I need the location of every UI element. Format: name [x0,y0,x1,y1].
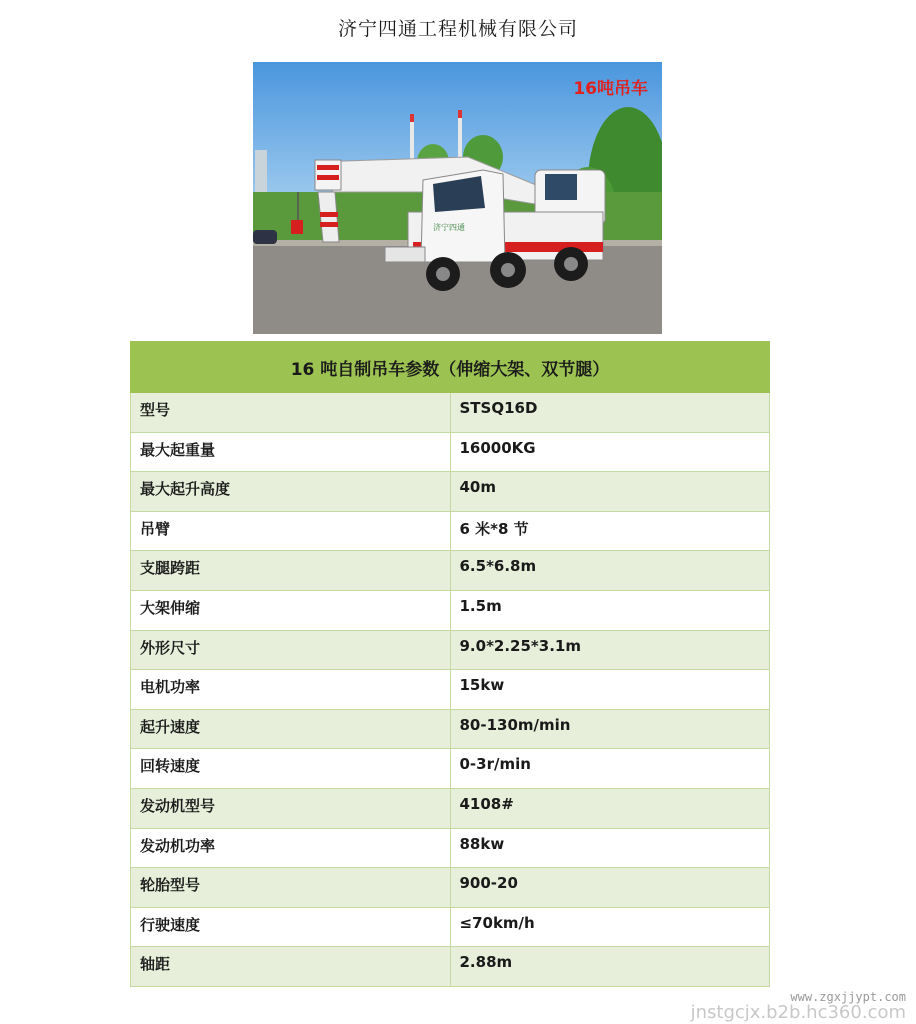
spec-value: 2.88m [450,947,770,987]
spec-label: 行驶速度 [131,907,451,947]
hook [291,220,303,234]
table-row [131,472,770,512]
table-row [131,709,770,749]
spec-label: 回转速度 [131,749,451,789]
car [253,230,277,244]
spec-value: 40m [450,472,770,512]
table-row [131,828,770,868]
spec-label: 发动机型号 [131,788,451,828]
table-row [131,432,770,472]
hook-stripe [320,212,338,217]
spec-value: 88kw [450,828,770,868]
spec-label: 最大起升高度 [131,472,451,512]
spec-value: 6.5*6.8m [450,551,770,591]
table-row [131,947,770,987]
table-row [131,868,770,908]
spec-label: 大架伸缩 [131,590,451,630]
watermark [690,990,906,1023]
hook-stripe [320,222,338,227]
spec-value: 80-130m/min [450,709,770,749]
wheel-hub [436,267,450,281]
spec-label: 型号 [131,393,451,433]
cab-window [545,174,577,200]
chimney-stripe [410,114,414,122]
table-row [131,907,770,947]
watermark-line1: www.zgxjjypt.com [790,990,906,1004]
door-text: 济宁四通 [433,223,465,232]
boom-stripe [317,175,339,180]
table-row [131,393,770,433]
spec-value: 16000KG [450,432,770,472]
chimney-stripe [458,110,462,118]
spec-value: 4108# [450,788,770,828]
spec-table [130,341,770,987]
table-title: 16 吨自制吊车参数（伸缩大架、双节腿） [131,342,770,393]
table-row [131,630,770,670]
spec-label: 电机功率 [131,670,451,710]
spec-label: 轴距 [131,947,451,987]
spec-value: 6 米*8 节 [450,511,770,551]
table-row [131,749,770,789]
photo-label: 16吨吊车 [573,79,648,99]
spec-label: 轮胎型号 [131,868,451,908]
crane-photo [253,62,662,334]
watermark-line2: jnstgcjx.b2b.hc360.com [690,1002,906,1023]
table-row [131,788,770,828]
spec-label: 吊臂 [131,511,451,551]
spec-value: STSQ16D [450,393,770,433]
wheel-hub [501,263,515,277]
table-row [131,590,770,630]
spec-label: 起升速度 [131,709,451,749]
front-bumper [385,247,425,262]
spec-value: 9.0*2.25*3.1m [450,630,770,670]
spec-label: 支腿跨距 [131,551,451,591]
spec-label: 发动机功率 [131,828,451,868]
spec-label: 外形尺寸 [131,630,451,670]
spec-value: 1.5m [450,590,770,630]
spec-value: 0-3r/min [450,749,770,789]
spec-value: 900-20 [450,868,770,908]
company-title: 济宁四通工程机械有限公司 [337,18,578,40]
spec-value: ≤70km/h [450,907,770,947]
spec-value: 15kw [450,670,770,710]
boom-stripe [317,165,339,170]
table-row [131,551,770,591]
spec-label: 最大起重量 [131,432,451,472]
wheel-hub [564,257,578,271]
table-row [131,670,770,710]
table-row [131,511,770,551]
